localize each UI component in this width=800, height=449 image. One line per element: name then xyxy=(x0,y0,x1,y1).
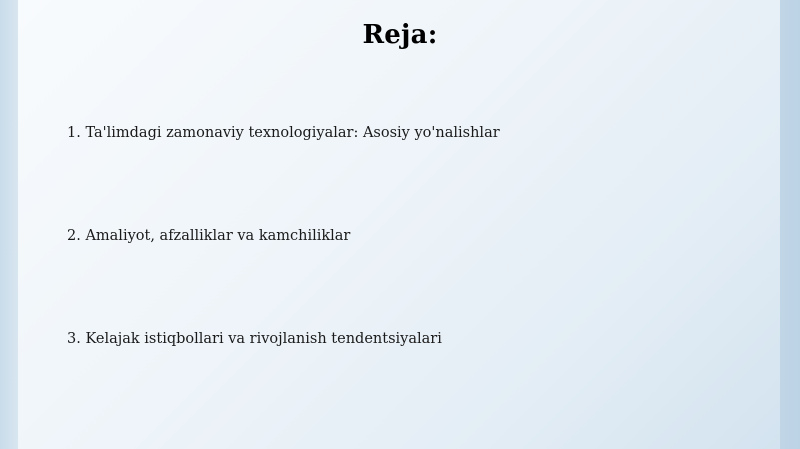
plan-item-1: 1. Ta'limdagi zamonaviy texnologiyalar: Asosiy yo'nalishlar xyxy=(67,125,500,141)
plan-item-3: 3. Kelajak istiqbollari va rivojlanish tendentsiyalari xyxy=(67,331,442,347)
slide-title: Reja: xyxy=(362,20,438,50)
plan-item-2: 2. Amaliyot, afzalliklar va kamchiliklar xyxy=(67,228,351,244)
slide-canvas xyxy=(18,0,780,449)
